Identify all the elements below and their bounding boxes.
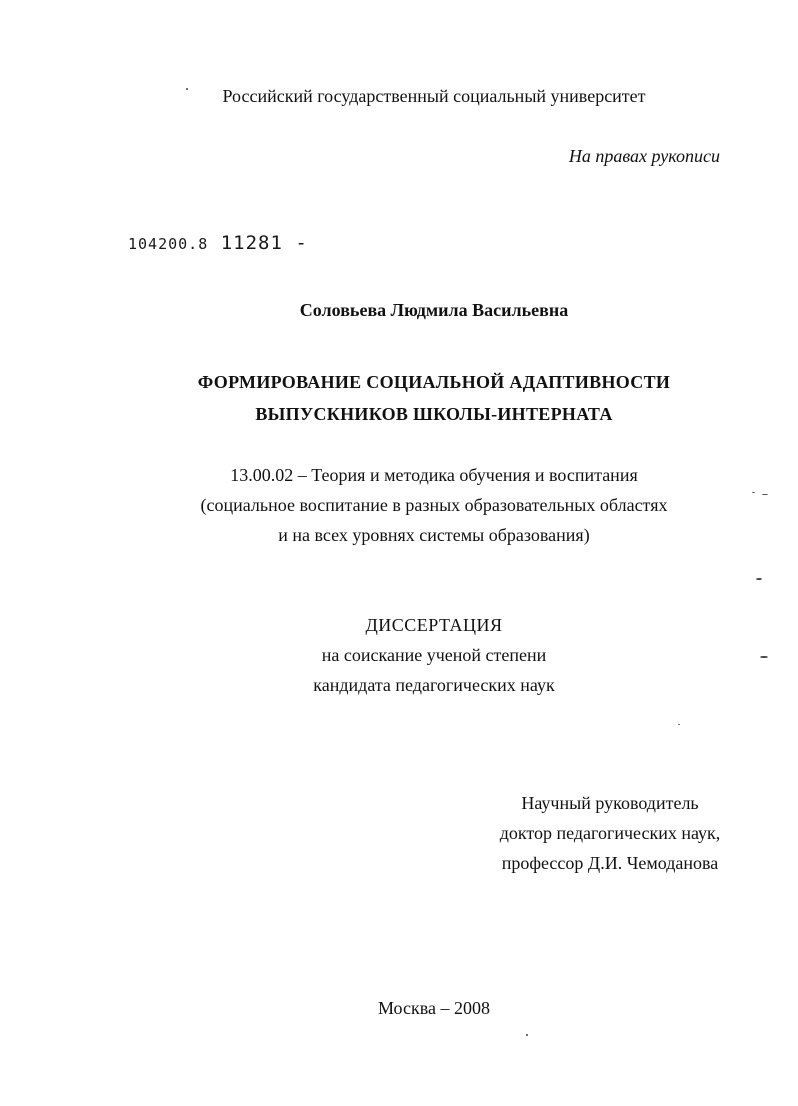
specialty-line-2: (социальное воспитание в разных образовательных областях: [200, 495, 668, 515]
manuscript-note: На правах рукописи: [568, 146, 720, 166]
supervisor-line-2: доктор педагогических наук,: [499, 823, 721, 843]
scan-speck: [756, 578, 762, 580]
supervisor-block: [480, 788, 740, 878]
scan-speck: [752, 492, 755, 493]
specialty-line-3: и на всех уровнях системы образования): [278, 525, 590, 545]
scan-speck: [186, 88, 188, 90]
author-name: Соловьева Людмила Васильевна: [299, 300, 569, 320]
supervisor-line-1: Научный руководитель: [521, 793, 699, 813]
dissertation-title: [130, 366, 738, 430]
specialty-line-1: 13.00.02 – Теория и методика обучения и воспитания: [230, 465, 638, 485]
university-name: Российский государственный социальный университет: [222, 86, 646, 106]
city-year: Москва – 2008: [378, 998, 490, 1018]
stamp-code: 200.8: [158, 235, 209, 253]
stamp-suffix: -: [295, 232, 308, 254]
registration-stamp: [128, 232, 308, 254]
title-line-1: ФОРМИРОВАНИЕ СОЦИАЛЬНОЙ АДАПТИВНОСТИ: [197, 372, 671, 392]
scan-speck: [762, 494, 768, 495]
specialty-block: [130, 460, 738, 550]
document-type-line-3: кандидата педагогических наук: [313, 675, 555, 695]
document-type-title: ДИССЕРТАЦИЯ: [365, 615, 503, 635]
document-type-block: [130, 610, 738, 700]
document-type-line-2: на соискание ученой степени: [321, 645, 547, 665]
scan-speck: [526, 1034, 528, 1036]
supervisor-line-3: профессор Д.И. Чемоданова: [501, 853, 719, 873]
stamp-number: 11281: [220, 232, 283, 254]
scan-speck: [760, 656, 768, 658]
title-line-2: ВЫПУСКНИКОВ ШКОЛЫ-ИНТЕРНАТА: [255, 404, 613, 424]
scan-speck: [678, 724, 680, 725]
stamp-prefix: 104: [128, 235, 159, 253]
